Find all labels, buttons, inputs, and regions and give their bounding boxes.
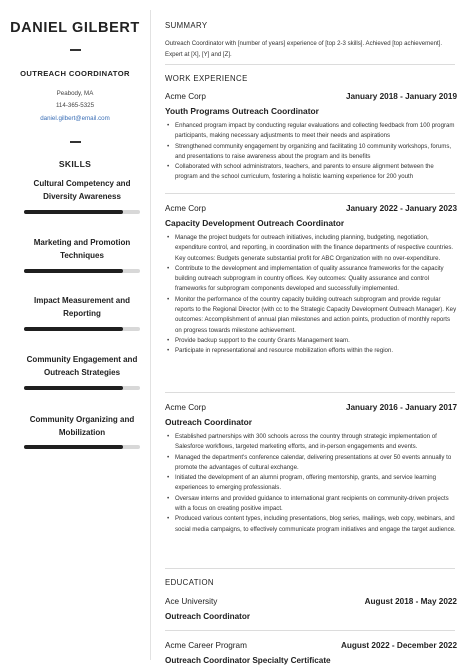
skill-level-bar (24, 210, 140, 214)
candidate-name: DANIEL GILBERT (10, 20, 140, 36)
skill-name: Community Organizing and Mobilization (29, 415, 135, 437)
job-bullet: • Strengthened community engagement by organizing and facilitating 10 community workshops, forums, and presentations to raise awareness about the program and its benefits (165, 142, 457, 163)
job-bullet: • Produced various content types, including presentations, blog series, mailings, web copy, webinars, and social media campaigns, to effectively communicate program initiatives and engage the target audience. (165, 514, 457, 535)
job-bullet: • Monitor the performance of the country capacity building outreach subprogram and provide regular reports to the Regional Director (with cc to the Strategic Capacity Development Outreach Manager). Key outcomes: Accomplishment of annual plan milestones and action points, production of monthly reports on progress towards milestone achievement. (165, 295, 457, 336)
education-degree: Outreach Coordinator Specialty Certificate (165, 656, 331, 665)
education-dates: August 2022 - December 2022 (340, 641, 457, 650)
job-bullets (165, 432, 457, 535)
skill-item (24, 353, 140, 379)
column-divider (150, 10, 151, 660)
name-divider (70, 49, 81, 51)
skill-item (24, 413, 140, 439)
education-header (165, 641, 457, 653)
job-title: Outreach Coordinator (165, 417, 253, 427)
job-bullet: • Collaborated with school administrators, teachers, and parents to ensure alignment between the program and the school curriculum, fostering a holistic learning experience for 200 youth (165, 162, 457, 183)
summary-text: Outreach Coordinator with [number of years] experience of [top 2-3 skills]. Achieved [top achievement]. Expert at [X], [Y] and [Z]. (165, 40, 443, 58)
education-school: Ace University (165, 597, 218, 606)
job-bullet: • Provide backup support to the county Grants Management team. (165, 336, 457, 346)
job-entry (165, 92, 457, 183)
job-divider (165, 392, 455, 393)
education-school: Acme Career Program (165, 641, 247, 650)
job-bullets (165, 233, 457, 357)
education-divider (165, 630, 455, 631)
candidate-role: OUTREACH COORDINATOR (20, 69, 130, 78)
skill-item (24, 177, 140, 203)
contact-phone: 114-365-5325 (55, 102, 95, 109)
job-bullet: • Contribute to the development and implementation of quality assurance frameworks for the capacity building outreach subprogram in country offices. Key outcomes: Quality assurance and control frameworks for subprogram components developed and successfully implemented. (165, 264, 457, 295)
education-header (165, 597, 457, 609)
job-title: Capacity Development Outreach Coordinator (165, 218, 345, 228)
job-bullet: • Enhanced program impact by conducting regular evaluations and collecting feedback from 100 program participants, making necessary adjustments to meet their needs and aspirations (165, 121, 457, 142)
job-dates: January 2016 - January 2017 (345, 403, 457, 412)
skill-name: Impact Measurement and Reporting (33, 296, 131, 318)
experience-heading: WORK EXPERIENCE (165, 74, 248, 83)
contact-divider (70, 141, 81, 143)
education-dates: August 2018 - May 2022 (364, 597, 457, 606)
skill-level-bar (24, 327, 140, 331)
job-dates: January 2018 - January 2019 (345, 92, 457, 101)
job-header (165, 204, 457, 216)
summary-heading: SUMMARY (165, 21, 208, 30)
job-divider (165, 193, 455, 194)
education-entry (165, 641, 457, 665)
job-dates: January 2022 - January 2023 (345, 204, 457, 213)
skills-heading: SKILLS (58, 159, 92, 169)
skill-level-bar (24, 269, 140, 273)
job-company: Acme Corp (165, 204, 206, 213)
section-divider (165, 568, 455, 569)
sidebar (0, 0, 150, 668)
job-entry (165, 204, 457, 357)
skill-level-fill (24, 269, 123, 273)
section-divider (165, 64, 455, 65)
job-bullet: • Participate in representational and resource mobilization efforts within the region. (165, 346, 457, 356)
job-company: Acme Corp (165, 403, 206, 412)
main-content (165, 0, 460, 668)
skill-name: Cultural Competency and Diversity Awareness (33, 179, 131, 201)
education-entry (165, 597, 457, 621)
job-header (165, 403, 457, 415)
job-entry (165, 403, 457, 535)
job-bullet: • Manage the project budgets for outreach initiatives, including planning, budgeting, negotiation, expenditure control, and reporting, in coordination with the finance departments of respective countries. Key outcomes: Budgets generate substantial profit for ABC Organization with no over-expenditure. (165, 233, 457, 264)
job-bullet: • Oversaw interns and provided guidance to international grant recipients on community-driven projects with a focus on creating positive impact. (165, 494, 457, 515)
skill-level-fill (24, 210, 123, 214)
skill-item (24, 236, 140, 262)
skill-name: Community Engagement and Outreach Strategies (26, 355, 138, 377)
job-header (165, 92, 457, 104)
skill-level-fill (24, 445, 123, 449)
contact-email[interactable]: daniel.gilbert@email.com (40, 115, 110, 122)
skill-item (24, 294, 140, 320)
education-degree: Outreach Coordinator (165, 612, 251, 621)
skill-level-fill (24, 386, 123, 390)
contact-location: Peabody, MA (56, 90, 94, 97)
skill-level-bar (24, 445, 140, 449)
job-bullets (165, 121, 457, 183)
education-heading: EDUCATION (165, 578, 214, 587)
job-bullet: • Initiated the development of an alumni program, offering mentorship, grants, and service learning experiences to emerging professionals. (165, 473, 457, 494)
skill-name: Marketing and Promotion Techniques (33, 238, 131, 260)
skill-level-bar (24, 386, 140, 390)
job-title: Youth Programs Outreach Coordinator (165, 106, 319, 116)
job-bullet: • Managed the department's conference calendar, delivering presentations at over 50 events annually to promote the advantages of cultural exchange. (165, 453, 457, 474)
skill-level-fill (24, 327, 123, 331)
job-company: Acme Corp (165, 92, 206, 101)
job-bullet: • Established partnerships with 300 schools across the country through strategic implementation of Salesforce workflows, targeted marketing efforts, and in-person engagements and events. (165, 432, 457, 453)
